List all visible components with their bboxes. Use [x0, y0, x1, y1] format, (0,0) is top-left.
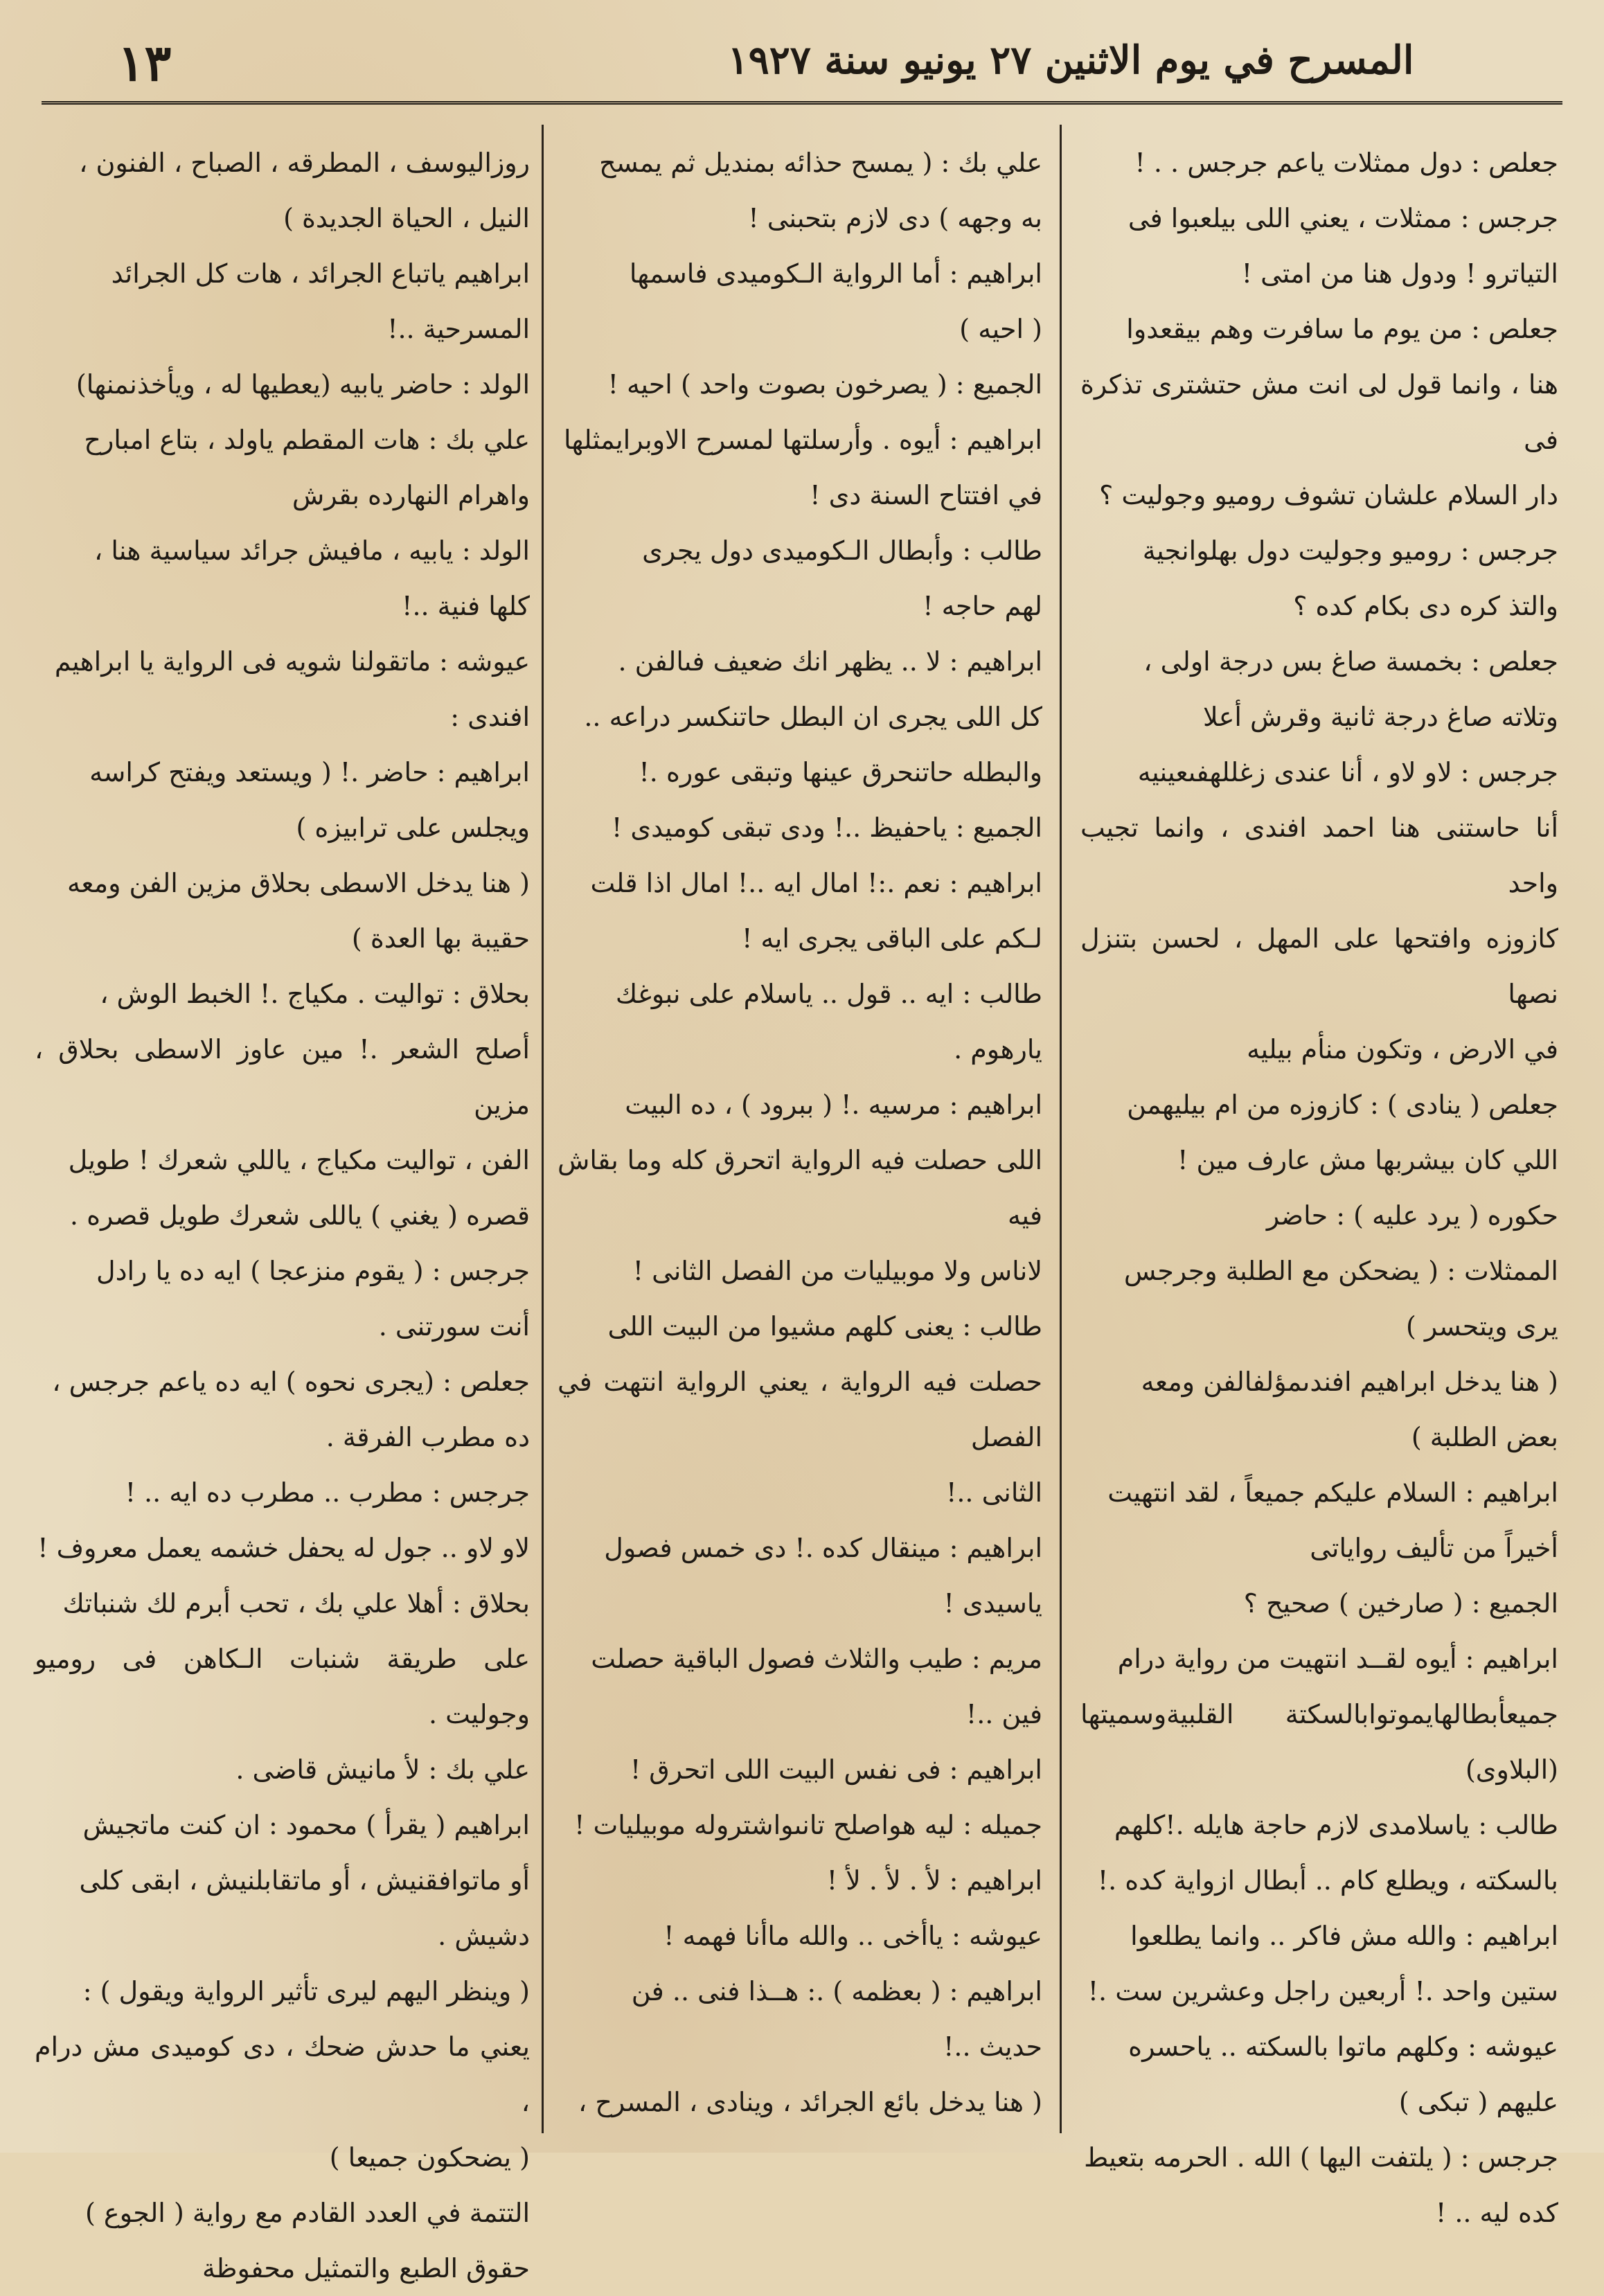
column-line: ويجلس على ترابيزه ) — [296, 812, 530, 843]
column-line: عيوشه : وكلهم ماتوا بالسكته .. ياحسره — [1128, 2031, 1558, 2062]
column-line: جعلص ( ينادى ) : كازوزه من ام بيليهمن — [1127, 1089, 1558, 1120]
column-line: ابراهيم : لأ . لأ . لأ ! — [826, 1865, 1042, 1896]
column-line: جعلص : (يجرى نحوه ) ايه ده ياعم جرجس ، — [52, 1367, 530, 1397]
column-line: جرجس : ممثلات ، يعني اللى بيلعبوا فى — [1128, 203, 1558, 233]
column-line: جعلص : دول ممثلات ياعم جرجس . . ! — [1134, 148, 1558, 178]
column-line: طالب : ياسلامدى لازم حاجة هايله .!كلهم — [1114, 1810, 1558, 1840]
column-line: والبطله حاتنحرق عينها وتبقى عوره .! — [639, 757, 1042, 787]
column-line: ابراهيم : أيوه . وأرسلتها لمسرح الاوبرايمثلها — [563, 425, 1042, 455]
column-line: أصلح الشعر .! مين عاوز الاسطى بحلاق ، مزين — [35, 1034, 530, 1120]
column-line: يرى ويتحسر ) — [1405, 1311, 1558, 1342]
column-line: الفن ، تواليت مكياج ، ياللي شعرك ! طويل — [68, 1145, 530, 1175]
column-line: ابراهيم : حاضر .! ( ويستعد ويفتح كراسه — [89, 757, 530, 787]
page-header-title: المسرح في يوم الاثنين ٢٧ يونيو سنة ١٩٢٧ — [727, 37, 1414, 83]
column-line: ابراهيم : أيوه لقــد انتهيت من رواية درام — [1117, 1644, 1558, 1674]
column-line: التياترو ! ودول هنا من امتى ! — [1241, 258, 1558, 289]
column-line: طالب : ايه .. قول .. ياسلام على نبوغك — [615, 979, 1042, 1009]
column-line: ( هنا يدخل بائع الجرائد ، وينادى ، المسرح ، — [578, 2087, 1042, 2117]
column-line: لـكم على الباقى يجرى ايه ! — [742, 923, 1042, 954]
column-line: لاو لاو .. جول له يحفل خشمه يعمل معروف ! — [37, 1533, 530, 1563]
column-line: اللي كان بيشربها مش عارف مين ! — [1177, 1145, 1558, 1175]
column-line: المسرحية ..! — [387, 314, 530, 344]
column-line: ( احيه ) — [959, 314, 1042, 344]
column-line: لهم حاجه ! — [923, 591, 1042, 621]
column-line: جرجس : مطرب .. مطرب ده ايه .. ! — [125, 1477, 530, 1508]
header-rule — [42, 101, 1562, 105]
column-line: مريم : طيب والثلاث فصول الباقية حصلت — [591, 1644, 1042, 1674]
column-line: عليهم ( تبكى ) — [1398, 2087, 1558, 2117]
column-line: والتذ كره دى بكام كده ؟ — [1293, 591, 1558, 621]
column-line: ابراهيم : مرسيه .! ( ببرود ) ، ده البيت — [625, 1089, 1042, 1120]
column-line: ابراهيم : نعم .:! امال ايه ..! امال اذا قلت — [590, 868, 1042, 898]
column-line: ابراهيم : والله مش فاكر .. وانما يطلعوا — [1130, 1921, 1558, 1951]
column-line: في الارض ، وتكون منأم بيليه — [1247, 1034, 1558, 1065]
column-line: ده مطرب الفرقة . — [326, 1422, 530, 1452]
column-line: ابراهيم ( يقرأ ) محمود : ان كنت ماتجيش — [82, 1810, 530, 1840]
column-line: جعلص : من يوم ما سافرت وهم بيقعدوا — [1126, 314, 1558, 344]
column-line: كازوزه وافتحها على المهل ، لحسن بتنزل نصها — [1080, 923, 1558, 1009]
column-line: على طريقة شنبات الـكاهن فى روميو وجوليت . — [35, 1644, 530, 1729]
column-line: التتمة في العدد القادم مع رواية ( الجوع ) — [84, 2198, 530, 2228]
column-line: بالسكته ، ويطلع كام .. أبطال ازواية كده .! — [1097, 1865, 1558, 1896]
page-number: ١٣ — [118, 33, 172, 92]
column-line: الثانى ..! — [946, 1477, 1042, 1508]
column-line: جرجس : لاو لاو ، أنا عندى زغللهفىعينيه — [1137, 757, 1558, 787]
column-line: يعني ما حدش ضحك ، دى كوميدى مش درام ، — [35, 2031, 530, 2117]
column-line: ابراهيم ياتباع الجرائد ، هات كل الجرائد — [111, 258, 530, 289]
text-column-middle — [558, 135, 1042, 2130]
column-line: ابراهيم : مينقال كده .! دى خمس فصول — [604, 1533, 1042, 1563]
column-line: حقيبة بها العدة ) — [351, 923, 530, 954]
column-line: واهرام النهارده بقرش — [292, 480, 530, 510]
column-line: كل اللى يجرى ان البطل حاتنكسر دراعه .. — [584, 702, 1042, 732]
column-line: حصلت فيه الرواية ، يعني الرواية انتهت في الفصل — [558, 1367, 1042, 1452]
column-line: عيوشه : ياأخى .. والله ماأنا فهمه ! — [663, 1921, 1042, 1951]
column-line: طالب : يعنى كلهم مشيوا من البيت اللى — [607, 1311, 1042, 1342]
column-divider — [542, 125, 544, 2133]
column-line: ابراهيم : لا .. يظهر انك ضعيف فىالفن . — [618, 646, 1042, 677]
column-line: الجميع : ( يصرخون بصوت واحد ) احيه ! — [607, 369, 1042, 400]
column-line: ( هنا يدخل الاسطى بحلاق مزين الفن ومعه — [67, 868, 530, 898]
column-line: كده ليه .. ! — [1435, 2198, 1558, 2228]
column-line: ( يضحكون جميعا ) — [329, 2142, 530, 2173]
column-line: جميعأبطالهايموتوابالسكتة القلبيةوسميتها (البلاوى) — [1080, 1699, 1558, 1785]
column-line: جرجس : ( يقوم منزعجا ) ايه ده يا رادل — [96, 1256, 530, 1286]
column-line: لاناس ولا موبيليات من الفصل الثانى ! — [632, 1256, 1042, 1286]
column-line: الولد : حاضر يابيه (يعطيها له ، ويأخذنمنها) — [75, 369, 530, 400]
column-line: الممثلات : ( يضحكن مع الطلبة وجرجس — [1123, 1256, 1558, 1286]
column-line: كلها فنية ..! — [402, 591, 530, 621]
column-line: طالب : وأبطال الـكوميدى دول يجرى — [642, 535, 1042, 566]
column-line: جرجس : روميو وجوليت دول بهلوانجية — [1142, 535, 1558, 566]
column-line: بعض الطلبة ) — [1411, 1422, 1558, 1452]
column-line: جرجس : ( يلتفت اليها ) الله . الحرمه بتعيط — [1084, 2142, 1558, 2173]
column-line: ( وينظر اليهم ليرى تأثير الرواية ويقول ) : — [82, 1976, 530, 2006]
column-line: الجميع : ياحفيظ ..! ودى تبقى كوميدى ! — [612, 812, 1042, 843]
column-line: به وجهه ) دى لازم بتحبنى ! — [748, 203, 1042, 233]
column-line: دار السلام علشان تشوف روميو وجوليت ؟ — [1099, 480, 1558, 510]
column-line: بحلاق : تواليت . مكياج .! الخبط الوش ، — [100, 979, 530, 1009]
column-line: أنت سورتنى . — [378, 1311, 530, 1342]
column-line: جميله : ليه هواصلح تانىواشتروله موبيليات ! — [574, 1810, 1042, 1840]
column-line: ابراهيم : فى نفس البيت اللى اتحرق ! — [630, 1754, 1042, 1785]
column-line: ياسيدى ! — [943, 1588, 1042, 1619]
column-line: في افتتاح السنة دى ! — [810, 480, 1042, 510]
column-line: أنا حاستنى هنا احمد افندى ، وانما تجيب واحد — [1080, 812, 1558, 898]
column-line: أو ماتوافقنيش ، أو ماتقابلنيش ، ابقى كلى — [79, 1865, 530, 1896]
column-line: حكوره ( يرد عليه ) : حاضر — [1266, 1200, 1558, 1231]
text-column-right — [1080, 135, 1558, 2228]
column-line: وتلاته صاغ درجة ثانية وقرش أعلا — [1203, 702, 1558, 732]
column-line: قصره ( يغني ) ياللى شعرك طويل قصره . — [69, 1200, 530, 1231]
column-line: هنا ، وانما قول لى انت مش حتشترى تذكرة فى — [1080, 369, 1558, 455]
column-line: ابراهيم : السلام عليكم جميعاً ، لقد انتهيت — [1107, 1477, 1558, 1508]
column-line: ابراهيم : أما الرواية الـكوميدى فاسمها — [629, 258, 1042, 289]
column-line: فين ..! — [965, 1699, 1042, 1729]
column-line: اللى حصلت فيه الرواية اتحرق كله وما بقاش فيه — [558, 1145, 1042, 1231]
column-line: علي بك : ( يمسح حذائه بمنديل ثم يمسح — [599, 148, 1042, 178]
column-line: حديث ..! — [943, 2031, 1042, 2062]
column-line: حقوق الطبع والتمثيل محفوظة — [202, 2253, 530, 2284]
column-line: روزاليوسف ، المطرقه ، الصباح ، الفنون ، — [79, 148, 530, 178]
column-line: جعلص : بخمسة صاغ بس درجة اولى ، — [1143, 646, 1558, 677]
column-line: بحلاق : أهلا علي بك ، تحب أبرم لك شنباتك — [62, 1588, 530, 1619]
column-line: الجميع : ( صارخين ) صحيح ؟ — [1243, 1588, 1558, 1619]
column-line: ( هنا يدخل ابراهيم افندىمؤلفالفن ومعه — [1141, 1367, 1558, 1397]
page-header — [42, 21, 1562, 97]
column-divider — [1060, 125, 1062, 2133]
column-line: ستين واحد .! أربعين راجل وعشرين ست .! — [1087, 1976, 1558, 2006]
column-line: علي بك : لأ مانيش قاضى . — [235, 1754, 530, 1785]
column-line: دشيش . — [438, 1921, 530, 1951]
column-line: أخيراً من تأليف رواياتى — [1310, 1533, 1558, 1563]
column-line: افندى : — [450, 702, 530, 732]
text-column-left — [35, 135, 530, 2284]
column-line: عيوشه : ماتقولنا شويه فى الرواية يا ابراهيم — [54, 646, 530, 677]
column-line: الولد : يابيه ، مافيش جرائد سياسية هنا ، — [93, 535, 530, 566]
column-line: ابراهيم : ( بعظمه ) .: هــذا فنى .. فن — [631, 1976, 1042, 2006]
column-line: النيل ، الحياة الجديدة ) — [283, 203, 530, 233]
column-line: يارهوم . — [954, 1034, 1042, 1065]
column-line: علي بك : هات المقطم ياولد ، بتاع امبارح — [84, 425, 530, 455]
